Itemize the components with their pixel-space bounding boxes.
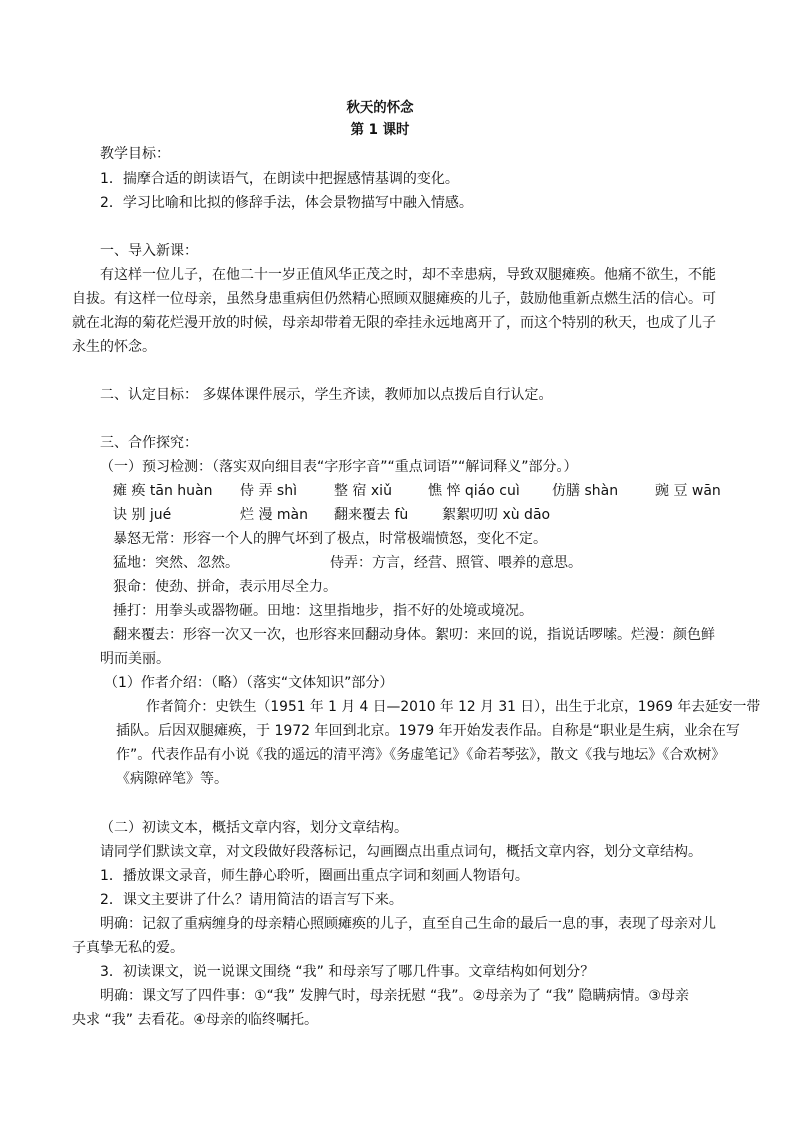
vocab-item: 侍 弄 shì — [240, 483, 297, 499]
vocab-item: 絮絮叨叨 xù dāo — [442, 507, 551, 523]
author-line: 作者简介：史铁生（1951 年 1 月 4 日—2010 年 12 月 31 日），出生于北京，1969 年去延安一带 — [146, 699, 761, 715]
paragraph-line: 永生的怀念。 — [72, 339, 156, 355]
goal-item: 1．揣摩合适的朗读语气，在朗读中把握感情基调的变化。 — [100, 171, 459, 187]
paragraph-line: 明确：记叙了重病缠身的母亲精心照顾瘫痪的儿子，直至自己生命的最后一息的事，表现了母亲对儿 — [100, 916, 716, 932]
section-heading: 二、认定目标： 多媒体课件展示，学生齐读，教师加以点拨后自行认定。 — [100, 387, 553, 403]
definition-line: 暴怒无常：形容一个人的脾气坏到了极点，时常极端愤怒，变化不定。 — [113, 531, 547, 547]
paragraph-line: 2．课文主要讲了什么？请用简洁的语言写下来。 — [100, 892, 403, 908]
subsection-heading: （二）初读文本，概括文章内容，划分文章结构。 — [100, 820, 408, 836]
definition-line: 翻来覆去：形容一次又一次，也形容来回翻动身体。絮叨：来回的说，指说话啰嗦。烂漫：颜色鲜 — [113, 627, 715, 643]
vocab-item: 憔 悴 qiáo cuì — [428, 483, 520, 499]
definition-line: 猛地：突然、忽然。 — [113, 555, 239, 571]
paragraph-line: 就在北海的菊花烂漫开放的时候，母亲却带着无限的牵挂永远地离开了，而这个特别的秋天，也成了儿子 — [72, 315, 716, 331]
vocab-item: 豌 豆 wān — [655, 483, 721, 499]
paragraph-line: 3．初读课文，说一说课文围绕 “我” 和母亲写了哪几件事。文章结构如何划分？ — [100, 964, 595, 980]
author-line: 作”。代表作品有小说《我的遥远的清平湾》《务虚笔记》《命若琴弦》，散文《我与地坛》《合欢树》 — [116, 747, 726, 763]
author-line: 《病隙碎笔》等。 — [116, 771, 228, 787]
paragraph-line: 子真挚无私的爱。 — [72, 940, 184, 956]
paragraph-line: 自拔。有这样一位母亲，虽然身患重病但仍然精心照顾双腿瘫痪的儿子，鼓励他重新点燃生活的信心。可 — [72, 291, 716, 307]
author-line: 插队。后因双腿瘫痪，于 1972 年回到北京。1979 年开始发表作品。自称是“职业是生病，业余在写 — [116, 723, 740, 739]
vocab-item: 仿膳 shàn — [552, 483, 619, 499]
vocab-item: 翻来覆去 fù — [334, 507, 409, 523]
definition-line: 捶打：用拳头或器物砸。田地：这里指地步，指不好的处境或境况。 — [113, 603, 533, 619]
vocab-item: 烂 漫 màn — [240, 507, 308, 523]
section-heading: 一、导入新课： — [100, 243, 198, 259]
vocab-item: 瘫 痪 tān huàn — [113, 483, 213, 499]
paragraph-line: 明确：课文写了四件事：①“我” 发脾气时，母亲抚慰 “我”。②母亲为了 “我” 隐瞒病情。③母亲 — [100, 988, 689, 1004]
definition-line: 明而美丽。 — [100, 651, 170, 667]
subsection-heading: （1）作者介绍：（略）（落实“文体知识”部分） — [104, 675, 394, 691]
vocab-item: 诀 别 jué — [113, 507, 172, 523]
subsection-heading: （一）预习检测：（落实双向细目表“字形字音”“重点词语”“解词释义”部分。） — [100, 459, 578, 475]
doc-title: 秋天的怀念 — [346, 100, 414, 116]
section-heading: 三、合作探究： — [100, 435, 198, 451]
paragraph-line: 请同学们默读文章，对文段做好段落标记，勾画圈点出重点词句，概括文章内容，划分文章结构。 — [100, 844, 702, 860]
doc-subtitle: 第 1 课时 — [350, 122, 410, 138]
goal-item: 2．学习比喻和比拟的修辞手法，体会景物描写中融入情感。 — [100, 195, 473, 211]
vocab-item: 整 宿 xiǔ — [334, 483, 392, 499]
paragraph-line: 央求 “我” 去看花。④母亲的临终嘱托。 — [72, 1012, 318, 1028]
paragraph-line: 有这样一位儿子，在他二十一岁正值风华正茂之时，却不幸患病，导致双腿瘫痪。他痛不欲生，不能 — [100, 267, 716, 283]
goals-heading: 教学目标： — [100, 146, 170, 162]
paragraph-line: 1．播放课文录音，师生静心聆听，圈画出重点字词和刻画人物语句。 — [100, 868, 529, 884]
definition-line: 侍弄：方言，经营、照管、喂养的意思。 — [330, 555, 582, 571]
definition-line: 狠命：使劲、拼命，表示用尽全力。 — [113, 579, 337, 595]
